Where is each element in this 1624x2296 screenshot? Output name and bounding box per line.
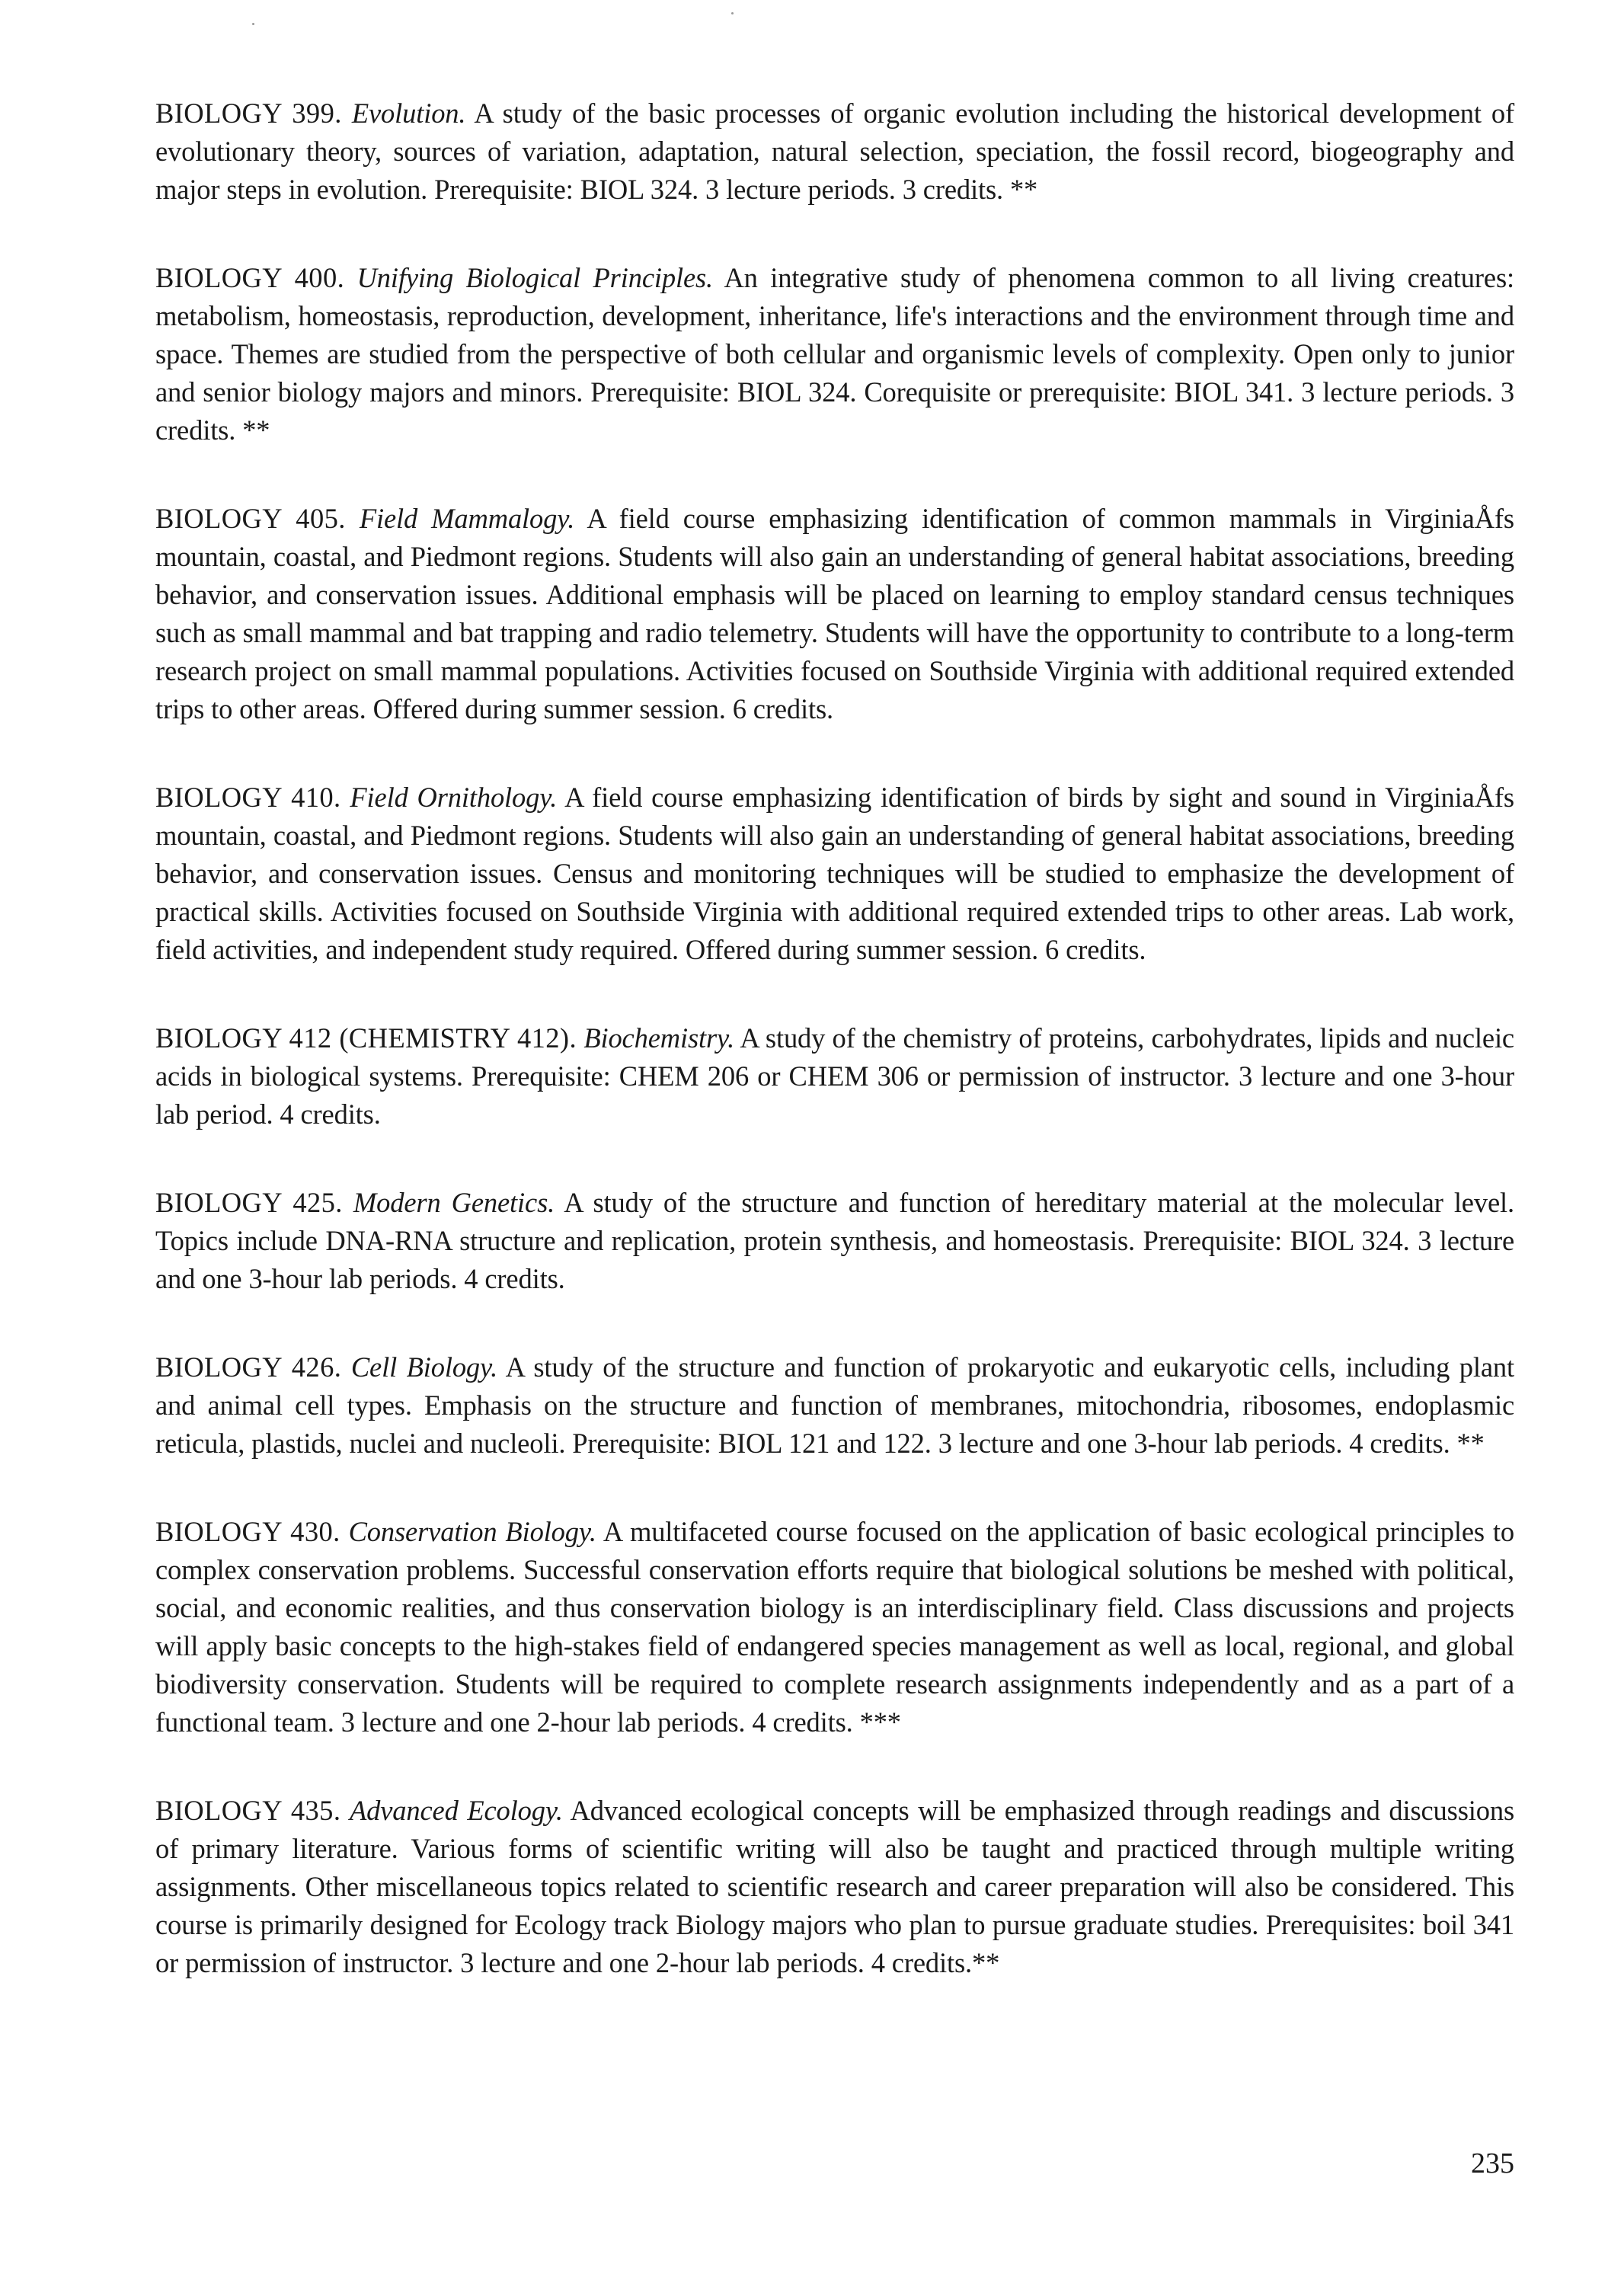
page-number: 235	[1471, 2147, 1514, 2179]
course-description: A study of the structure and function of prokaryotic and eukaryotic cells, including plant and animal cell types. Emphasis on the structure and function of membranes, mitochondria, ribosomes, endoplasmic reticula, plastids, nuclei and nucleoli. Prerequisite: BIOL 121 and 122. 3 lecture and one 3-hour lab periods. 4 credits. **	[155, 1351, 1514, 1459]
course-code: BIOLOGY 435.	[155, 1795, 341, 1826]
course-entry-biology-435	[155, 1792, 1514, 1982]
course-code: BIOLOGY 400.	[155, 262, 345, 293]
course-code: BIOLOGY 425.	[155, 1187, 343, 1218]
course-title: Advanced Ecology.	[350, 1795, 563, 1826]
course-description: A study of the chemistry of proteins, carbohydrates, lipids and nucleic acids in biological systems. Prerequisite: CHEM 206 or CHEM 306 or permission of instructor. 3 lecture and one 3-hour lab period. 4 credits.	[155, 1022, 1514, 1130]
course-code: BIOLOGY 412 (CHEMISTRY 412).	[155, 1022, 577, 1054]
course-title: Modern Genetics.	[353, 1187, 555, 1218]
course-entry-biology-399	[155, 94, 1514, 209]
course-title: Conservation Biology.	[348, 1516, 596, 1547]
course-title: Field Ornithology.	[350, 782, 558, 813]
course-title: Unifying Biological Principles.	[356, 262, 714, 293]
course-description: Advanced ecological concepts will be emphasized through readings and discussions of primary literature. Various forms of scientific writing will also be taught and practiced through multiple writing assignments. Other miscellaneous topics related to scientific research and career preparation will also be considered. This course is primarily designed for Ecology track Biology majors who plan to pursue graduate studies. Prerequisites: boil 341 or permission of instructor. 3 lecture and one 2-hour lab periods. 4 credits.**	[155, 1795, 1514, 1978]
course-entry-biology-430	[155, 1513, 1514, 1741]
course-code: BIOLOGY 430.	[155, 1516, 340, 1547]
course-code: BIOLOGY 410.	[155, 782, 341, 813]
course-entry-biology-412	[155, 1019, 1514, 1134]
scan-speck	[252, 23, 254, 25]
course-listing	[155, 94, 1514, 2032]
course-description: A multifaceted course focused on the application of basic ecological principles to complex conservation problems. Successful conservation efforts require that biological solutions be meshed with political, social, and economic realities, and thus conservation biology is an interdisciplinary field. Class discussions and projects will apply basic concepts to the high-stakes field of endangered species management as well as local, regional, and global biodiversity conservation. Students will be required to complete research assignments independently and as a part of a functional team. 3 lecture and one 2-hour lab periods. 4 credits. ***	[155, 1516, 1515, 1738]
course-entry-biology-426	[155, 1348, 1514, 1463]
course-entry-biology-410	[155, 779, 1514, 969]
course-code: BIOLOGY 405.	[155, 503, 346, 534]
course-code: BIOLOGY 426.	[155, 1351, 342, 1383]
course-description: A field course emphasizing identification of birds by sight and sound in VirginiaÅfs mountain, coastal, and Piedmont regions. Students will also gain an understanding of general habitat associations, breeding behavior, and conservation issues. Census and monitoring techniques will be studied to emphasize the development of practical skills. Activities focused on Southside Virginia with additional required extended trips to other areas. Lab work, field activities, and independent study required. Offered during summer session. 6 credits.	[155, 782, 1514, 965]
course-description: A study of the structure and function of hereditary material at the molecular level. Topics include DNA-RNA structure and replication, protein synthesis, and homeostasis. Prerequisite: BIOL 324. 3 lecture and one 3-hour lab periods. 4 credits.	[155, 1187, 1514, 1294]
scan-speck	[731, 12, 734, 14]
course-entry-biology-425	[155, 1184, 1514, 1298]
course-description: A field course emphasizing identification of common mammals in VirginiaÅfs mountain, coastal, and Piedmont regions. Students will also gain an understanding of general habitat associations, breeding behavior, and conservation issues. Additional emphasis will be placed on learning to employ standard census techniques such as small mammal and bat trapping and radio telemetry. Students will have the opportunity to contribute to a long-term research project on small mammal populations. Activities focused on Southside Virginia with additional required extended trips to other areas. Offered during summer session. 6 credits.	[155, 503, 1514, 724]
course-title: Biochemistry.	[583, 1022, 735, 1054]
course-title: Field Mammalogy.	[359, 503, 575, 534]
course-description: A study of the basic processes of organic evolution including the historical development of evolutionary theory, sources of variation, adaptation, natural selection, speciation, the fossil record, biogeography and major steps in evolution. Prerequisite: BIOL 324. 3 lecture periods. 3 credits. **	[155, 98, 1514, 205]
course-code: BIOLOGY 399.	[155, 98, 342, 129]
course-title: Evolution.	[351, 98, 466, 129]
course-title: Cell Biology.	[350, 1351, 498, 1383]
course-entry-biology-405	[155, 500, 1514, 728]
course-description: An integrative study of phenomena common to all living creatures: metabolism, homeostasis, reproduction, development, inheritance, life's interactions and the environment through time and space. Themes are studied from the perspective of both cellular and organismic levels of complexity. Open only to junior and senior biology majors and minors. Prerequisite: BIOL 324. Corequisite or prerequisite: BIOL 341. 3 lecture periods. 3 credits. **	[155, 262, 1514, 446]
course-entry-biology-400	[155, 259, 1514, 449]
